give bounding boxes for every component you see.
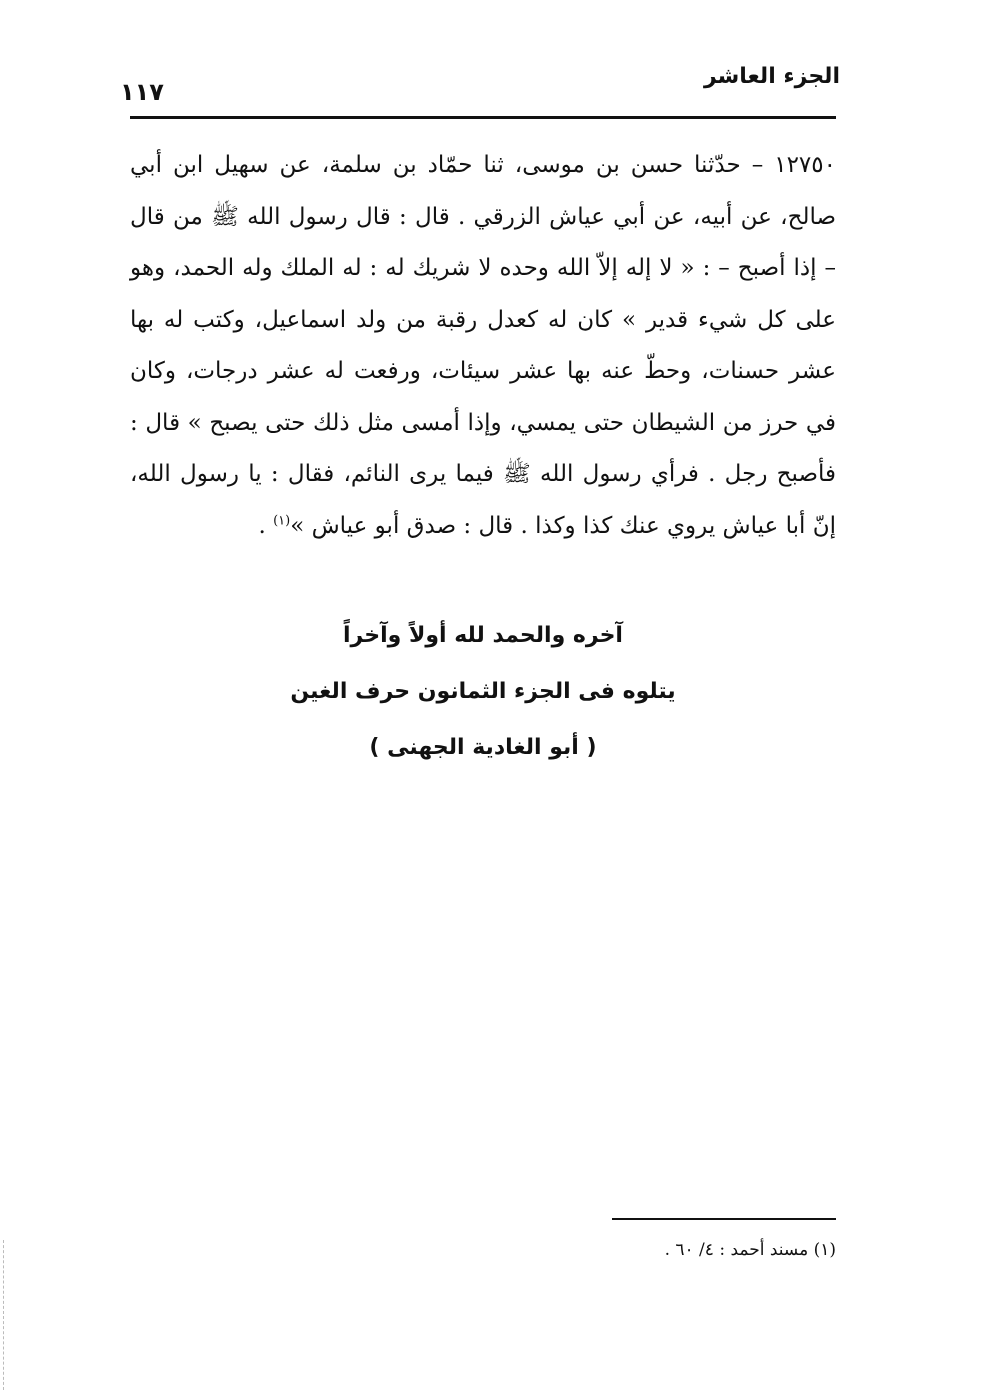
header-rule: [130, 116, 836, 119]
footnote-reference: (١): [273, 512, 291, 528]
footnote: (١) مسند أحمد : ٤/ ٦٠ .: [664, 1240, 836, 1260]
page-number: ١١٧: [120, 78, 164, 106]
hadith-text: ١٢٧٥٠ – حدّثنا حسن بن موسى، ثنا حمّاد بن سلمة، عن سهيل ابن أبي صالح، عن أبيه، عن أبي عياش الزرقي . قال : قال رسول الله ﷺ من قال – إذا أصبح – : « لا إله إلاّ الله وحده لا شريك له : له الملك وله الحمد، وهو على كل شيء قدير » كان له كعدل رقبة من ولد اسماعيل، وكتب له بها عشر حسنات، وحطّ عنه بها عشر سيئات، ورفعت له عشر درجات، وكان في حرز من الشيطان حتى يمسي، وإذا أمسى مثل ذلك حتى يصبح » قال : فأصبح رجل . فرأي رسول الله ﷺ فيما يرى النائم، فقال : يا رسول الله، إنّ أبا عياش يروي عنك كذا وكذا . قال : صدق أبو عياش »: [130, 152, 836, 539]
running-head: [120, 58, 840, 108]
hadith-end-mark: .: [258, 512, 274, 539]
closing-line-2: يتلوه فى الجزء الثمانون حرف الغين: [290, 679, 676, 704]
closing-line-1: آخره والحمد لله أولاً وآخراً: [343, 623, 623, 648]
closing-block: [130, 608, 836, 776]
running-head-title: الجزء العاشر: [703, 64, 840, 89]
closing-line-3: ( أبو الغادية الجهنى ): [369, 735, 597, 760]
footnote-rule: [612, 1218, 836, 1220]
scan-margin-mark: [3, 1240, 4, 1390]
hadith-paragraph: [130, 140, 836, 552]
